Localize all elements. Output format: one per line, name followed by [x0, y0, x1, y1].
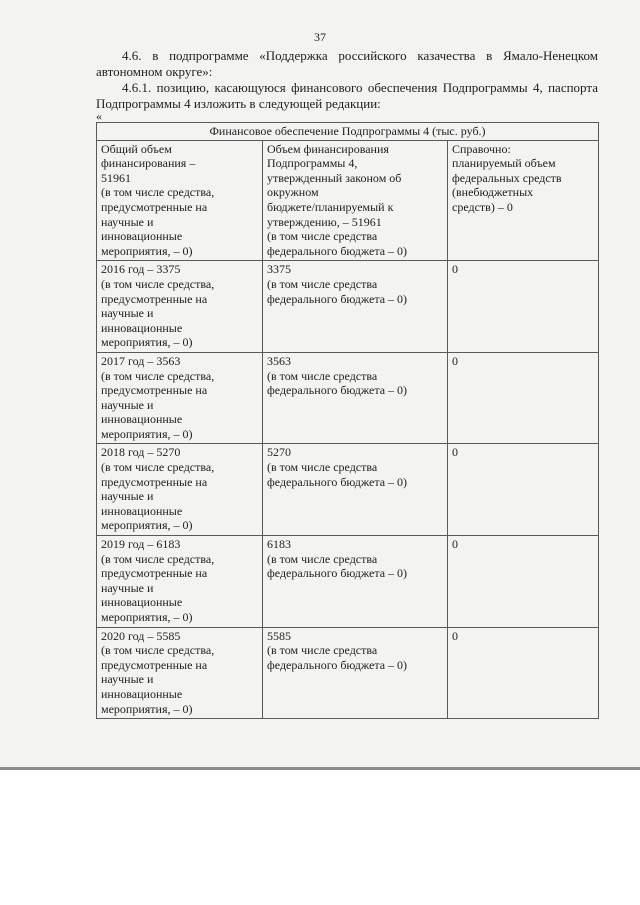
cell-text-line: научные и [101, 580, 154, 595]
cell-text-line: 2020 год – 5585 [101, 628, 181, 643]
cell-text-line: предусмотренные на [101, 291, 208, 306]
cell-text-line: 3563 [267, 353, 291, 368]
paragraph-financing-amendment: 4.6.1. позицию, касающуюся финансового обеспечения Подпрограммы 4, паспорта Подпрограммы 4 изложить в следующей редакции: [96, 80, 598, 111]
cell-text-line: федерального бюджета – 0) [267, 566, 408, 581]
cell-year-approved [263, 444, 448, 536]
cell-year-total [97, 536, 263, 628]
cell-text-line: научные и [101, 214, 154, 229]
cell-text-line: предусмотренные на [101, 566, 208, 581]
cell-text-line: мероприятия, – 0) [101, 335, 193, 350]
cell-text-line: 0 [452, 628, 458, 643]
cell-text-line: Подпрограммы 4, [267, 156, 358, 171]
cell-text-line: 0 [452, 445, 458, 460]
cell-text-line: 5585 [267, 628, 291, 643]
cell-year-federal [448, 536, 599, 628]
cell-text-line: 5270 [267, 445, 291, 460]
cell-text-line: бюджете/планируемый к [267, 199, 394, 214]
financing-table [96, 122, 599, 719]
cell-total-financing [97, 140, 263, 261]
cell-text-line: (в том числе средства [267, 643, 378, 658]
cell-year-federal [448, 261, 599, 353]
cell-year-total [97, 261, 263, 353]
cell-text-line: планируемый объем [452, 156, 556, 171]
cell-text-line: федеральных средств [452, 170, 562, 185]
cell-text-line: мероприятия, – 0) [101, 610, 193, 624]
cell-text-line: инновационные [101, 320, 183, 335]
page-number: 37 [314, 30, 326, 44]
cell-text-line: инновационные [101, 229, 183, 244]
cell-year-total [97, 352, 263, 444]
cell-text-line: инновационные [101, 412, 183, 427]
cell-text-line: (в том числе средства [267, 229, 378, 244]
cell-text-line: 3375 [267, 262, 291, 277]
table-row [97, 627, 599, 719]
cell-text-line: (в том числе средства [267, 368, 378, 383]
cell-text-line: научные и [101, 672, 154, 687]
cell-text-line: инновационные [101, 686, 183, 701]
table-header: Финансовое обеспечение Подпрограммы 4 (тыс. руб.) [97, 123, 599, 141]
cell-text-line: предусмотренные на [101, 474, 208, 489]
cell-text-line: средств) – 0 [452, 199, 513, 214]
cell-text-line: предусмотренные на [101, 657, 208, 672]
cell-text-line: (в том числе средства, [101, 368, 215, 383]
cell-text-line: Справочно: [452, 141, 511, 156]
cell-text-line: (в том числе средства, [101, 643, 215, 658]
cell-text-line: 2017 год – 3563 [101, 353, 181, 368]
cell-text-line: 0 [452, 262, 458, 277]
cell-year-federal [448, 352, 599, 444]
cell-text-line: федерального бюджета – 0) [267, 474, 408, 489]
cell-text-line: (в том числе средства [267, 276, 378, 291]
cell-text-line: научные и [101, 306, 154, 321]
cell-text-line: 6183 [267, 537, 291, 552]
cell-text-line: 51961 [101, 170, 131, 185]
cell-text-line: (в том числе средства, [101, 551, 215, 566]
cell-text-line: предусмотренные на [101, 199, 208, 214]
table-row [97, 352, 599, 444]
cell-text-line: научные и [101, 397, 154, 412]
opening-quote: « [96, 109, 102, 123]
cell-text-line: 2019 год – 6183 [101, 537, 181, 552]
cell-text-line: инновационные [101, 503, 183, 518]
cell-text-line: мероприятия, – 0) [101, 518, 193, 533]
cell-text-line: инновационные [101, 595, 183, 610]
cell-text-line: Объем финансирования [267, 141, 389, 156]
cell-text-line: федерального бюджета – 0) [267, 383, 408, 398]
cell-text-line: утверждению, – 51961 [267, 214, 382, 229]
cell-text-line: федерального бюджета – 0) [267, 291, 408, 306]
cell-text-line: (в том числе средства [267, 551, 378, 566]
cell-text-line: 0 [452, 353, 458, 368]
table-row [97, 536, 599, 628]
cell-text-line: мероприятия, – 0) [101, 701, 193, 716]
cell-year-total [97, 444, 263, 536]
cell-year-approved [263, 627, 448, 719]
cell-federal-reference [448, 140, 599, 261]
cell-text-line: федерального бюджета – 0) [267, 657, 408, 672]
cell-text-line: 2018 год – 5270 [101, 445, 181, 460]
cell-text-line: Общий объем [101, 141, 172, 156]
table-row [97, 261, 599, 353]
table-header-row [97, 123, 599, 141]
cell-year-approved [263, 352, 448, 444]
table-row [97, 444, 599, 536]
cell-text-line: (в том числе средства, [101, 460, 215, 475]
cell-text-line: (внебюджетных [452, 185, 534, 200]
cell-text-line: 0 [452, 537, 458, 552]
cell-text-line: мероприятия, – 0) [101, 426, 193, 441]
cell-text-line: федерального бюджета – 0) [267, 243, 408, 258]
cell-text-line: предусмотренные на [101, 383, 208, 398]
paragraph-subprogram-title: 4.6. в подпрограмме «Поддержка российского казачества в Ямало-Ненецком автономном округе»: [96, 48, 598, 79]
cell-text-line: мероприятия, – 0) [101, 243, 193, 258]
cell-text-line: финансирования – [101, 156, 196, 171]
cell-year-approved [263, 261, 448, 353]
cell-year-federal [448, 444, 599, 536]
cell-approved-financing [263, 140, 448, 261]
cell-year-federal [448, 627, 599, 719]
cell-text-line: (в том числе средства [267, 460, 378, 475]
cell-text-line: научные и [101, 489, 154, 504]
cell-text-line: утвержденный законом об [267, 170, 402, 185]
cell-text-line: 2016 год – 3375 [101, 262, 181, 277]
cell-year-total [97, 627, 263, 719]
cell-text-line: окружном [267, 185, 319, 200]
cell-text-line: (в том числе средства, [101, 185, 215, 200]
cell-text-line: (в том числе средства, [101, 276, 215, 291]
table-row-total [97, 140, 599, 261]
cell-year-approved [263, 536, 448, 628]
